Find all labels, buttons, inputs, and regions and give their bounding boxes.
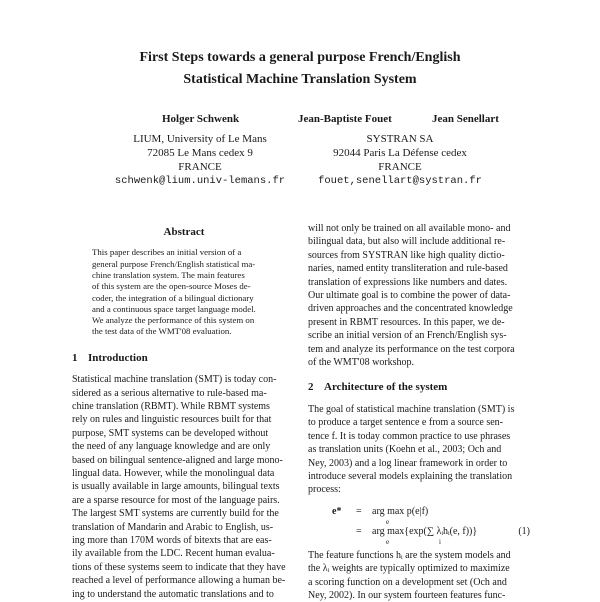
author-email: schwenk@lium.univ-lemans.fr (114, 175, 286, 187)
equation-number: (1) (518, 525, 530, 537)
introduction-body (72, 373, 296, 601)
affiliation-line: 72085 Le Mans cedex 9 (147, 147, 253, 159)
body-line: Ney, 2003) and a log linear framework in order to (308, 457, 508, 469)
abstract-line: general purpose French/English statistical ma- (92, 258, 256, 269)
paper-title-line-2: Statistical Machine Translation System (183, 72, 417, 87)
paper-title-line-1: First Steps towards a general purpose French/English (139, 50, 461, 65)
body-line: translation of expressions like numbers and dates. (308, 276, 508, 288)
body-line: are a sparse resource for most of the language pairs. (72, 494, 280, 506)
body-line: lingual data. However, while the monolingual data (72, 468, 275, 480)
equation-rhs-2: arg max{exp(∑ λᵢhᵢ(e, f))} (372, 525, 478, 537)
body-line: naries, named entity transliteration and rule-based (308, 263, 508, 275)
equation-equals: = (356, 505, 362, 517)
architecture-body-continued (308, 549, 532, 602)
body-line: scribe an initial version of an French/English sys- (308, 330, 507, 342)
equation-rhs-1: arg max p(e|f) (372, 505, 429, 517)
body-line: Statistical machine translation (SMT) is today con- (72, 374, 277, 386)
body-line: a scoring function on a development set (Och and (308, 576, 507, 588)
body-line: Our ultimate goal is to combine the power of data- (308, 290, 511, 302)
affiliation-line: SYSTRAN SA (366, 133, 434, 145)
body-line: purpose, SMT systems can be developed without (72, 427, 269, 439)
architecture-body (308, 403, 532, 497)
equation-subscript: e (386, 517, 390, 526)
body-line: ily available from the LDC. Recent human evalua- (72, 548, 275, 560)
affiliation-block (300, 132, 500, 188)
body-line: ing more than 170M words of bitexts that are eas- (72, 535, 272, 547)
abstract-line: the test data of the WMT'08 evaluation. (92, 326, 232, 337)
abstract-line: chine translation system. The main features (92, 270, 245, 280)
affiliation-line: FRANCE (178, 161, 222, 173)
body-line: based on bilingual sentence-aligned and large mono- (72, 454, 283, 466)
body-line: The largest SMT systems are currently build for the (72, 508, 279, 520)
body-line: sidered as a serious alternative to rule-based ma- (72, 387, 267, 399)
section-title: Introduction (88, 351, 148, 364)
abstract-body (92, 247, 290, 337)
body-line: rely on rules and linguistic resources built for that (72, 414, 272, 426)
abstract-line: of this system are the open-source Moses de- (92, 281, 251, 292)
section-number: 2 (308, 381, 314, 394)
section-title: Architecture of the system (324, 381, 448, 394)
body-line: chine translation (RBMT). While RBMT systems (72, 401, 270, 412)
right-column (308, 222, 532, 602)
body-line: present in RBMT resources. In this paper, we de- (308, 316, 505, 328)
abstract-line: coder, the integration of a bilingual dictionary (92, 292, 254, 303)
affiliation-block (100, 132, 300, 188)
body-line: driven approaches and the concentrated knowledge (308, 303, 513, 315)
body-line: tions of these systems seem to indicate that they have (72, 561, 286, 573)
equation-1 (308, 501, 532, 547)
author-email: fouet,senellart@systran.fr (318, 175, 482, 187)
body-line: process: (308, 484, 341, 496)
equation-subscript: e (386, 537, 390, 546)
abstract-heading: Abstract (163, 226, 205, 238)
left-column (72, 226, 296, 601)
section-number: 1 (72, 351, 78, 364)
body-line: will not only be trained on all available mono- and (308, 223, 511, 234)
equation-equals: = (356, 525, 362, 537)
body-line: ing to understand the automatic translations and to (72, 588, 274, 600)
body-line: tem and analyze its performance on the test corpora (308, 343, 515, 355)
affiliation-line: FRANCE (378, 161, 422, 173)
body-line: sources from SYSTRAN like high quality dictio- (308, 249, 505, 261)
body-line: reached a level of performance allowing a human be- (72, 575, 286, 587)
section-heading-architecture (308, 381, 532, 394)
abstract-line: and a continuous space target language model. (92, 303, 256, 314)
body-line: bilingual data, but also will include additional re- (308, 236, 506, 248)
affiliation-line: 92044 Paris La Défense cedex (333, 147, 467, 159)
body-line: the λᵢ weights are typically optimized to maximize (308, 563, 510, 575)
author-name: Jean Senellart (432, 113, 499, 125)
equation-subscript: i (439, 537, 441, 546)
body-line: to produce a target sentence e from a source sen- (308, 417, 504, 429)
body-line: of the WMT'08 workshop. (308, 357, 415, 369)
body-line: the need of any language knowledge and are only (72, 441, 271, 453)
abstract-line: This paper describes an initial version of a (92, 247, 242, 258)
abstract-line: We analyze the performance of this system on (92, 315, 255, 326)
introduction-continued (308, 222, 532, 369)
body-line: translation of Mandarin and Arabic to English, us- (72, 521, 274, 533)
body-line: tence f. It is today common practice to use phrases (308, 430, 511, 442)
author-name: Holger Schwenk (162, 113, 240, 125)
body-line: as translation units (Koehn et al., 2003; Och and (308, 444, 502, 456)
equation-lhs: e* (332, 505, 342, 517)
body-line: The feature functions hᵢ are the system models and (308, 549, 511, 561)
section-heading-introduction (72, 352, 296, 365)
body-line: introduce several models explaining the translation (308, 470, 513, 482)
body-line: The goal of statistical machine translation (SMT) is (308, 403, 515, 415)
author-name: Jean-Baptiste Fouet (298, 113, 392, 125)
body-line: is usually available in large amounts, bilingual texts (72, 481, 280, 493)
affiliation-line: LIUM, University of Le Mans (133, 133, 267, 145)
body-line: Ney, 2002). In our system fourteen features func- (308, 589, 506, 601)
